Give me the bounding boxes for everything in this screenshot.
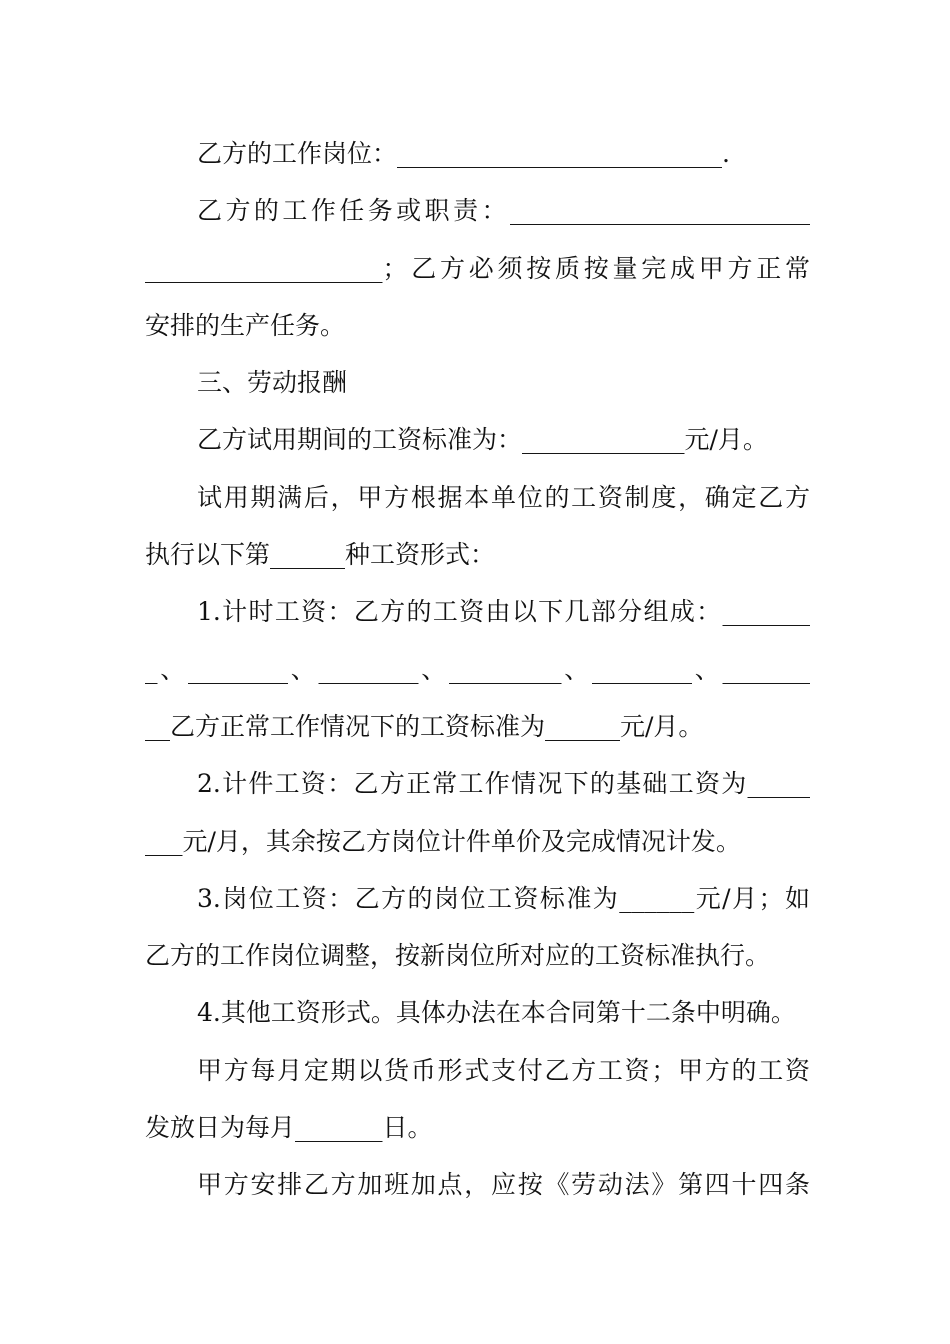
- job-position-line: 乙方的工作岗位：__________________________.: [197, 139, 730, 168]
- probation-wage-line: 乙方试用期间的工资标准为：_____________元/月。: [197, 425, 768, 455]
- production-tasks-line: 安排的生产任务。: [145, 310, 346, 340]
- job-duties-continued-line: ___________________；乙方必须按质按量完成甲方正常: [145, 253, 810, 283]
- overtime-line: 甲方安排乙方加班加点，应按《劳动法》第四十四条: [197, 1170, 810, 1200]
- document-page: [145, 125, 810, 1214]
- hourly-wage-standard-line: __乙方正常工作情况下的工资标准为______元/月。: [145, 711, 704, 741]
- payday-line: 发放日为每月_______日。: [145, 1113, 433, 1143]
- monthly-payment-line: 甲方每月定期以货币形式支付乙方工资；甲方的工资: [197, 1055, 810, 1085]
- hourly-wage-line: 1.计时工资：乙方的工资由以下几部分组成：_______: [197, 597, 810, 627]
- section-heading-labor-pay: 三、劳动报酬: [197, 368, 348, 398]
- post-probation-line: 试用期满后，甲方根据本单位的工资制度，确定乙方: [197, 482, 810, 512]
- hourly-wage-components-line: _、________、________、_________、________、_______: [145, 654, 810, 684]
- position-wage-continued-line: 乙方的工作岗位调整，按新岗位所对应的工资标准执行。: [145, 941, 771, 971]
- piece-wage-continued-line: ___元/月，其余按乙方岗位计件单价及完成情况计发。: [145, 826, 741, 856]
- piece-wage-line: 2.计件工资：乙方正常工作情况下的基础工资为_____: [197, 769, 810, 799]
- wage-form-choice-line: 执行以下第______种工资形式：: [145, 540, 496, 570]
- job-duties-line: 乙方的工作任务或职责：________________________: [197, 196, 810, 226]
- other-wage-line: 4.其他工资形式。具体办法在本合同第十二条中明确。: [197, 998, 796, 1028]
- position-wage-line: 3.岗位工资：乙方的岗位工资标准为______元/月；如: [197, 883, 810, 913]
